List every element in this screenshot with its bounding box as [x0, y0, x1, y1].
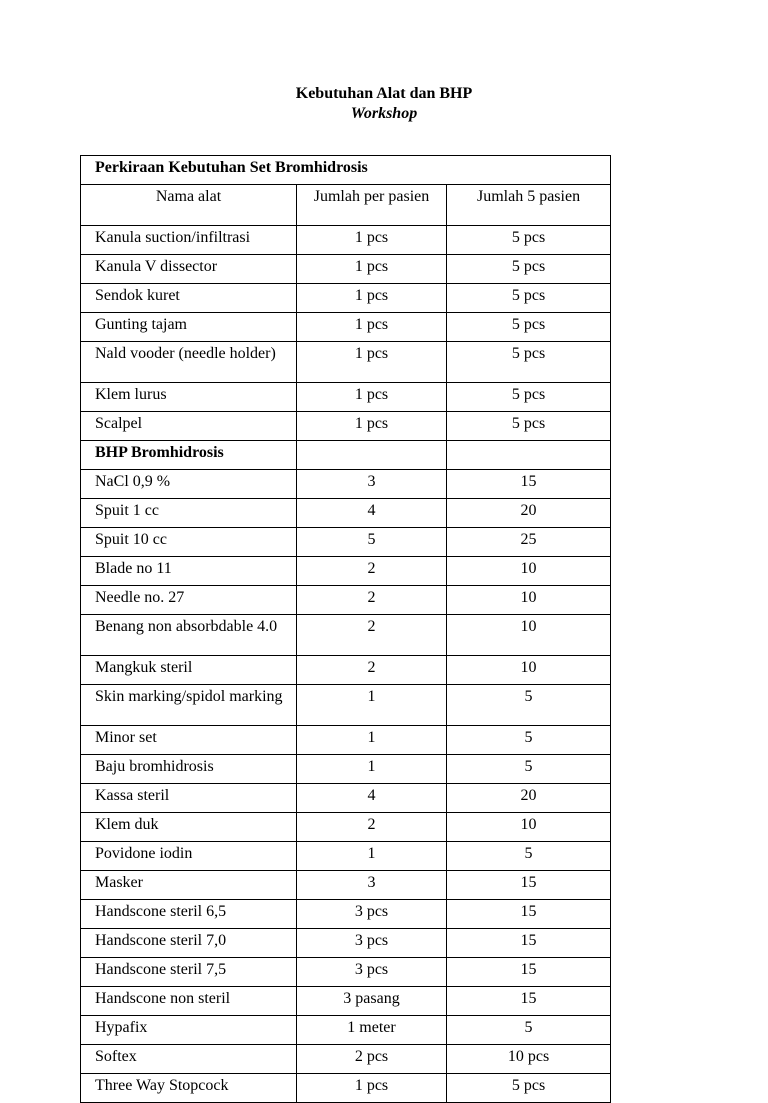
- column-header-row: [81, 185, 611, 226]
- table-row: [81, 342, 611, 383]
- per-patient-cell: 5: [297, 528, 447, 557]
- per-patient-cell: 3: [297, 470, 447, 499]
- five-patient-cell: 10: [447, 813, 611, 842]
- five-patient-cell: 5: [447, 726, 611, 755]
- table-row: [81, 470, 611, 499]
- per-patient-cell: 4: [297, 784, 447, 813]
- five-patient-cell: 10: [447, 586, 611, 615]
- item-name-cell: Minor set: [81, 726, 297, 755]
- table-row: [81, 557, 611, 586]
- table-row: [81, 987, 611, 1016]
- item-name-cell: Nald vooder (needle holder): [81, 342, 297, 383]
- item-name-cell: Handscone steril 6,5: [81, 900, 297, 929]
- five-patient-cell: 20: [447, 499, 611, 528]
- item-name-cell: Sendok kuret: [81, 284, 297, 313]
- five-patient-cell: 5 pcs: [447, 255, 611, 284]
- table-row: [81, 656, 611, 685]
- item-name-cell: Kanula V dissector: [81, 255, 297, 284]
- table-row: [81, 1016, 611, 1045]
- section-header-row: [81, 441, 611, 470]
- equipment-table: [80, 155, 611, 1103]
- item-name-cell: Handscone steril 7,0: [81, 929, 297, 958]
- per-patient-cell: 2: [297, 557, 447, 586]
- per-patient-cell: 2: [297, 656, 447, 685]
- five-patient-cell: 25: [447, 528, 611, 557]
- per-patient-cell: 2 pcs: [297, 1045, 447, 1074]
- five-patient-cell: 5: [447, 842, 611, 871]
- item-name-cell: Gunting tajam: [81, 313, 297, 342]
- column-header-per-patient: Jumlah per pasien: [297, 185, 447, 226]
- item-name-cell: Scalpel: [81, 412, 297, 441]
- per-patient-cell: 1 pcs: [297, 226, 447, 255]
- five-patient-cell: 15: [447, 929, 611, 958]
- empty-cell: [297, 441, 447, 470]
- item-name-cell: Handscone non steril: [81, 987, 297, 1016]
- item-name-cell: NaCl 0,9 %: [81, 470, 297, 499]
- column-header-five-patients: Jumlah 5 pasien: [447, 185, 611, 226]
- per-patient-cell: 1 pcs: [297, 412, 447, 441]
- table-row: [81, 284, 611, 313]
- per-patient-cell: 1: [297, 726, 447, 755]
- table-row: [81, 528, 611, 557]
- item-name-cell: Klem lurus: [81, 383, 297, 412]
- table-row: [81, 842, 611, 871]
- column-header-name: Nama alat: [81, 185, 297, 226]
- five-patient-cell: 10 pcs: [447, 1045, 611, 1074]
- five-patient-cell: 10: [447, 656, 611, 685]
- item-name-cell: Skin marking/spidol marking: [81, 685, 297, 726]
- per-patient-cell: 1: [297, 755, 447, 784]
- per-patient-cell: 4: [297, 499, 447, 528]
- five-patient-cell: 5 pcs: [447, 313, 611, 342]
- section-title-tools: Perkiraan Kebutuhan Set Bromhidrosis: [81, 156, 611, 185]
- table-row: [81, 1074, 611, 1103]
- five-patient-cell: 15: [447, 900, 611, 929]
- item-name-cell: Povidone iodin: [81, 842, 297, 871]
- item-name-cell: Masker: [81, 871, 297, 900]
- table-row: [81, 412, 611, 441]
- five-patient-cell: 15: [447, 987, 611, 1016]
- five-patient-cell: 10: [447, 557, 611, 586]
- five-patient-cell: 5 pcs: [447, 342, 611, 383]
- per-patient-cell: 3 pasang: [297, 987, 447, 1016]
- item-name-cell: Klem duk: [81, 813, 297, 842]
- table-row: [81, 499, 611, 528]
- per-patient-cell: 1 pcs: [297, 313, 447, 342]
- item-name-cell: Three Way Stopcock: [81, 1074, 297, 1103]
- per-patient-cell: 2: [297, 615, 447, 656]
- per-patient-cell: 1 meter: [297, 1016, 447, 1045]
- five-patient-cell: 5 pcs: [447, 1074, 611, 1103]
- table-row: [81, 784, 611, 813]
- per-patient-cell: 2: [297, 813, 447, 842]
- table-row: [81, 929, 611, 958]
- table-row: [81, 755, 611, 784]
- per-patient-cell: 1: [297, 842, 447, 871]
- item-name-cell: Kanula suction/infiltrasi: [81, 226, 297, 255]
- five-patient-cell: 5 pcs: [447, 383, 611, 412]
- item-name-cell: Handscone steril 7,5: [81, 958, 297, 987]
- item-name-cell: Mangkuk steril: [81, 656, 297, 685]
- item-name-cell: Benang non absorbdable 4.0: [81, 615, 297, 656]
- per-patient-cell: 1 pcs: [297, 255, 447, 284]
- table-row: [81, 685, 611, 726]
- table-row: [81, 1045, 611, 1074]
- per-patient-cell: 1 pcs: [297, 284, 447, 313]
- five-patient-cell: 5: [447, 685, 611, 726]
- section-header-row: [81, 156, 611, 185]
- table-row: [81, 383, 611, 412]
- table-row: [81, 813, 611, 842]
- five-patient-cell: 5 pcs: [447, 412, 611, 441]
- per-patient-cell: 1 pcs: [297, 383, 447, 412]
- table-row: [81, 871, 611, 900]
- per-patient-cell: 2: [297, 586, 447, 615]
- per-patient-cell: 3 pcs: [297, 929, 447, 958]
- per-patient-cell: 1 pcs: [297, 1074, 447, 1103]
- per-patient-cell: 3: [297, 871, 447, 900]
- table-row: [81, 958, 611, 987]
- document-subtitle: Workshop: [350, 105, 418, 122]
- document-title: Kebutuhan Alat dan BHP: [295, 85, 473, 102]
- five-patient-cell: 5 pcs: [447, 284, 611, 313]
- item-name-cell: Blade no 11: [81, 557, 297, 586]
- five-patient-cell: 5: [447, 755, 611, 784]
- five-patient-cell: 10: [447, 615, 611, 656]
- five-patient-cell: 15: [447, 470, 611, 499]
- item-name-cell: Spuit 10 cc: [81, 528, 297, 557]
- five-patient-cell: 5 pcs: [447, 226, 611, 255]
- empty-cell: [447, 441, 611, 470]
- table-row: [81, 615, 611, 656]
- per-patient-cell: 1 pcs: [297, 342, 447, 383]
- table-row: [81, 255, 611, 284]
- item-name-cell: Hypafix: [81, 1016, 297, 1045]
- per-patient-cell: 1: [297, 685, 447, 726]
- table-row: [81, 726, 611, 755]
- section-title-bhp: BHP Bromhidrosis: [81, 441, 297, 470]
- table-row: [81, 313, 611, 342]
- item-name-cell: Spuit 1 cc: [81, 499, 297, 528]
- item-name-cell: Baju bromhidrosis: [81, 755, 297, 784]
- five-patient-cell: 5: [447, 1016, 611, 1045]
- five-patient-cell: 15: [447, 871, 611, 900]
- per-patient-cell: 3 pcs: [297, 958, 447, 987]
- table-row: [81, 586, 611, 615]
- per-patient-cell: 3 pcs: [297, 900, 447, 929]
- table-row: [81, 226, 611, 255]
- five-patient-cell: 20: [447, 784, 611, 813]
- table-row: [81, 900, 611, 929]
- item-name-cell: Needle no. 27: [81, 586, 297, 615]
- five-patient-cell: 15: [447, 958, 611, 987]
- item-name-cell: Softex: [81, 1045, 297, 1074]
- item-name-cell: Kassa steril: [81, 784, 297, 813]
